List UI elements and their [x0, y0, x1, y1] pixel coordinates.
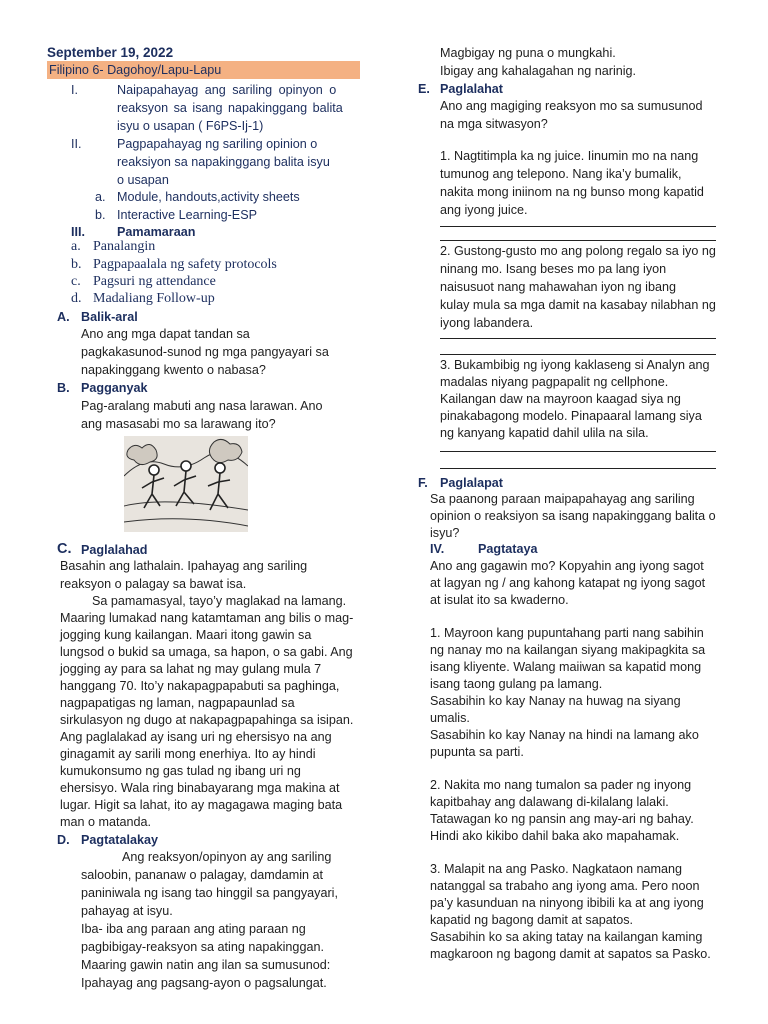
body-line: isyu?	[430, 526, 460, 540]
body-line: Ipahayag ang pagsang-ayon o pagsalungat.	[81, 976, 327, 990]
test-line: Sasabihin ko kay Nanay na hindi na lamang ako	[430, 728, 699, 742]
body-line: opinion o reaksiyon sa isang napakinggang balita o	[430, 509, 716, 523]
body-line: napakinggang kwento o nabasa?	[81, 363, 266, 377]
section-letter: A.	[57, 310, 70, 324]
section-number: III.	[71, 225, 85, 239]
test-line: isang taong gulang pa lamang.	[430, 677, 603, 691]
body-line: ang masasabi mo sa larawang ito?	[81, 417, 276, 431]
test-line: kapitbahay ang dalawang di-kilalang lalaki.	[430, 795, 669, 809]
situation-line: 3. Bukambibig ng iyong kaklaseng si Analyn ang	[440, 358, 710, 372]
body-line: pagbibigay-reaksyon sa ating napakinggan.	[81, 940, 324, 954]
section-letter: E.	[418, 82, 430, 96]
body-line: at lagyan ng / ang kahong katapat ng iyong sagot	[430, 576, 706, 590]
body-line: Basahin ang lathalain. Ipahayag ang sariling	[60, 559, 308, 573]
objective-line: Pagpapahayag ng sariling opinion o	[117, 137, 318, 151]
body-line: Sa pamamasyal, tayo’y maglakad na lamang.	[92, 594, 347, 608]
objective-line: o usapan	[117, 173, 169, 187]
test-line: natanggal sa trabaho ang iyong ama. Pero noon	[430, 879, 700, 893]
body-line: Pag-aralang mabuti ang nasa larawan. Ano	[81, 399, 323, 413]
situation-line: naisusuot nang mahawahan iyon ng ibang	[440, 280, 676, 294]
routine-letter: a.	[71, 239, 81, 254]
objective-line: isyu o usapan ( F6PS-Ij-1)	[117, 119, 264, 133]
test-line: Sasabihin ko kay Nanay na huwag na siyang	[430, 694, 681, 708]
situation-line: iyong labandera.	[440, 316, 534, 330]
class-header-bar	[47, 61, 360, 79]
body-line: sirkulasyon ng dugo at nakapagpapahinga sa isipan.	[60, 713, 354, 727]
body-line: paniniwala ng isang tao hinggil sa pangyayari,	[81, 886, 338, 900]
section-title: Paglalahad	[81, 543, 148, 557]
material-item: Interactive Learning-ESP	[117, 208, 258, 222]
body-line: kumukonsumo ng gas tulad ng ibang uri ng	[60, 764, 301, 778]
situation-line: nakita mong iniinom na ng bunso mong kapatid	[440, 185, 704, 199]
test-line: Sasabihin ko sa aking tatay na kailangan kaming	[430, 930, 703, 944]
situation-line: kulay mula sa mga damit na kasabay nilabhan ng	[440, 298, 716, 312]
situation-line: ng kanyang kapatid dahil ulila na sila.	[440, 426, 649, 440]
routine-item: Panalangin	[93, 239, 156, 254]
routine-item: Pagpapaalala ng safety protocols	[93, 257, 277, 272]
section-title: Pagtataya	[478, 542, 538, 556]
situation-line: 1. Nagtitimpla ka ng juice. Iinumin mo na nang	[440, 149, 699, 163]
jogging-sketch	[124, 436, 248, 532]
body-line: Ibigay ang kahalagahan ng narinig.	[440, 64, 637, 78]
routine-item: Pagsuri ng attendance	[93, 274, 216, 289]
section-title: Paglalapat	[440, 476, 503, 490]
section-title: Paglalahat	[440, 82, 503, 96]
test-line: ng nanay mo na kailangan siyang makipagkita sa	[430, 643, 706, 657]
test-line: kapatid ng bagong damit at sapatos.	[430, 913, 634, 927]
body-line: na mga sitwasyon?	[440, 117, 548, 131]
objective-line: Naipapahayag ang sariling opinyon o	[117, 83, 337, 97]
objective-number: II.	[71, 137, 82, 151]
body-line: at isulat ito sa kwaderno.	[430, 593, 569, 607]
section-number: IV.	[430, 542, 445, 556]
section-title: Pamamaraan	[117, 225, 196, 239]
situation-line: Kailangan daw na mayroon kaagad siya ng	[440, 392, 681, 406]
body-line: Ang paglalakad ay isang uri ng ehersisyo na ang	[60, 730, 332, 744]
body-line: Sa paanong paraan maipapahayag ang sariling	[430, 492, 695, 506]
test-line: 3. Malapit na ang Pasko. Nagkataon namang	[430, 862, 683, 876]
body-line: Maaring gawin natin ang ilan sa sumusunod:	[81, 958, 331, 972]
body-line: man o matanda.	[60, 815, 152, 829]
class-header-text: Filipino 6- Dagohoy/Lapu-Lapu	[49, 63, 222, 77]
test-line: 2. Nakita mo nang tumalon sa pader ng inyong	[430, 778, 692, 792]
answer-line	[440, 451, 716, 452]
body-line: ehersisyo. Wala ring binabayarang mga makina at	[60, 781, 340, 795]
body-line: lugar. Higit sa lahat, ito ay magagawa maging bata	[60, 798, 343, 812]
section-title: Pagtatalakay	[81, 833, 159, 847]
section-title: Balik-aral	[81, 310, 138, 324]
situation-line: ang iyong juice.	[440, 203, 528, 217]
body-line: hanggang 70. Ito’y nakapagpapabuti sa paghinga,	[60, 679, 340, 693]
body-line: Iba- iba ang paraan ang ating paraan ng	[81, 922, 306, 936]
body-line: jogging ay para sa lahat ng may gulang mula 7	[60, 662, 322, 676]
routine-letter: d.	[71, 291, 82, 306]
test-line: Hindi ako kikibo dahil baka ako mapahamak.	[430, 829, 680, 843]
answer-line	[440, 468, 716, 469]
test-line: Tatawagan ko ng pansin ang may-ari ng bahay.	[430, 812, 694, 826]
test-line: 1. Mayroon kang pupuntahang parti nang sabihin	[430, 626, 704, 640]
body-line: Magbigay ng puna o mungkahi.	[440, 46, 616, 60]
answer-line	[440, 240, 716, 241]
test-line: pupunta sa parti.	[430, 745, 524, 759]
routine-letter: c.	[71, 274, 81, 289]
test-line: isang kliyente. Walang maiiwan sa kapatid mong	[430, 660, 702, 674]
body-line: Maaring lumakad nang katamtaman ang bilis o mag-	[60, 611, 354, 625]
material-letter: b.	[95, 208, 106, 222]
situation-line: tumunog ang telepono. Nang ika’y bumalik,	[440, 167, 682, 181]
answer-line	[440, 226, 716, 227]
test-line: magkaroon ng bagong damit at sapatos sa Pasko.	[430, 947, 711, 961]
objective-number: I.	[71, 83, 78, 97]
situation-line: 2. Gustong-gusto mo ang polong regalo sa iyo ng	[440, 244, 716, 258]
body-line: reaksyon o palagay sa bawat isa.	[60, 577, 247, 591]
section-title: Pagganyak	[81, 381, 148, 395]
body-line: saloobin, pananaw o palagay, damdamin at	[81, 868, 324, 882]
body-line: Ano ang gagawin mo? Kopyahin ang iyong sagot	[430, 559, 704, 573]
routine-item: Madaliang Follow-up	[93, 291, 215, 306]
body-line: Ano ang mga dapat tandan sa	[81, 327, 250, 341]
body-line: ginagamit ay sarili mong enerhiya. Ito ay hindi	[60, 747, 316, 761]
body-line: pagkakasunod-sunod ng mga pangyayari sa	[81, 345, 329, 359]
objective-line: reaksyon sa isang napakinggang balita	[117, 101, 343, 115]
date-heading: September 19, 2022	[47, 45, 174, 60]
section-letter: F.	[418, 476, 428, 490]
jogging-illustration	[124, 436, 248, 532]
material-item: Module, handouts,activity sheets	[117, 190, 300, 204]
section-letter: D.	[57, 833, 70, 847]
routine-letter: b.	[71, 257, 82, 272]
situation-line: pinakabagong modelo. Pinapaaral lamang siya	[440, 409, 702, 423]
answer-line	[440, 338, 716, 339]
body-line: nagpapatigas ng laman, nagpapaunlad sa	[60, 696, 295, 710]
body-line: pahayag at isyu.	[81, 904, 173, 918]
test-line: umalis.	[430, 711, 470, 725]
section-letter: B.	[57, 381, 70, 395]
test-line: pa’y kasunduan na ninyong ibibili ka at ang iyong	[430, 896, 704, 910]
material-letter: a.	[95, 190, 106, 204]
body-line: jogging kung kailangan. Maari itong gawin sa	[60, 628, 312, 642]
body-line: Ano ang magiging reaksyon mo sa sumusunod	[440, 99, 703, 113]
body-line: lungsod o bukid sa umaga, sa hapon, o sa gabi. Ang	[60, 645, 353, 659]
body-line: Ang reaksyon/opinyon ay ang sariling	[122, 850, 332, 864]
objective-line: reaksiyon sa napakinggang balita isyu	[117, 155, 330, 169]
answer-line	[440, 354, 716, 355]
situation-line: madalas niyang pagpapalit ng cellphone.	[440, 375, 669, 389]
situation-line: ninang mo. Isang beses mo pa lang iyon	[440, 262, 667, 276]
section-letter: C.	[57, 541, 72, 557]
